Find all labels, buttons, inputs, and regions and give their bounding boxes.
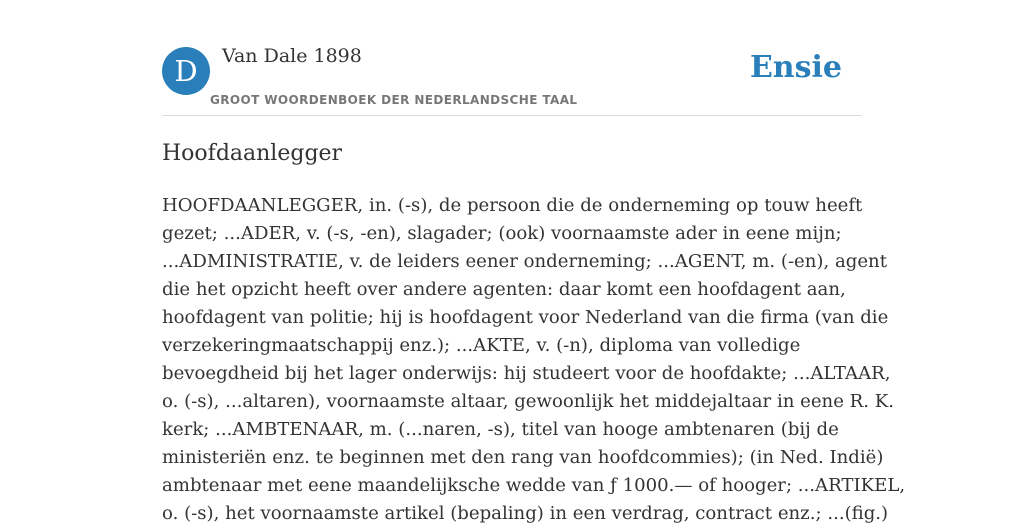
entry-body	[162, 192, 906, 528]
entry-line: hoofdagent van politie; hij is hoofdagent voor Nederland van die firma (van die	[162, 307, 889, 328]
header-divider	[162, 115, 862, 116]
entry-line: ambtenaar met eene maandelijksche wedde van ƒ 1000.— of hooger; ...ARTIKEL,	[162, 475, 906, 496]
entry-line: ministeriën enz. te beginnen met den rang van hoofdcommies); (in Ned. Indië)	[162, 447, 884, 468]
entry-line: bevoegdheid bij het lager onderwijs: hij studeert voor de hoofdakte; ...ALTAAR,	[162, 363, 891, 384]
dictionary-subtitle: GROOT WOORDENBOEK DER NEDERLANDSCHE TAAL	[210, 93, 578, 107]
page	[162, 0, 906, 524]
entry-line: ...ADMINISTRATIE, v. de leiders eener onderneming; ...AGENT, m. (-en), agent	[162, 251, 887, 272]
dictionary-logo[interactable]: D	[162, 47, 210, 95]
entry-line: o. (-s), ...altaren), voornaamste altaar, gewoonlijk het middejaltaar in eene R. K.	[162, 391, 895, 412]
entry-title: Hoofdaanlegger	[162, 141, 343, 166]
entry-line: o. (-s), het voornaamste artikel (bepaling) in een verdrag, contract enz.; ...(fig.)	[162, 503, 889, 524]
dictionary-title[interactable]: Van Dale 1898	[222, 45, 362, 67]
entry-line: gezet; ...ADER, v. (-s, -en), slagader; (ook) voornaamste ader in eene mijn;	[162, 223, 842, 244]
entry-line: HOOFDAANLEGGER, in. (-s), de persoon die de onderneming op touw heeft	[162, 195, 863, 216]
brand-logo[interactable]: Ensie	[749, 50, 842, 85]
entry-line: die het opzicht heeft over andere agenten: daar komt een hoofdagent aan,	[162, 279, 846, 300]
entry-line: kerk; ...AMBTENAAR, m. (...naren, -s), titel van hooge ambtenaren (bij de	[162, 419, 839, 440]
entry-line: verzekeringmaatschappij enz.); ...AKTE, v. (-n), diploma van volledige	[162, 335, 801, 356]
